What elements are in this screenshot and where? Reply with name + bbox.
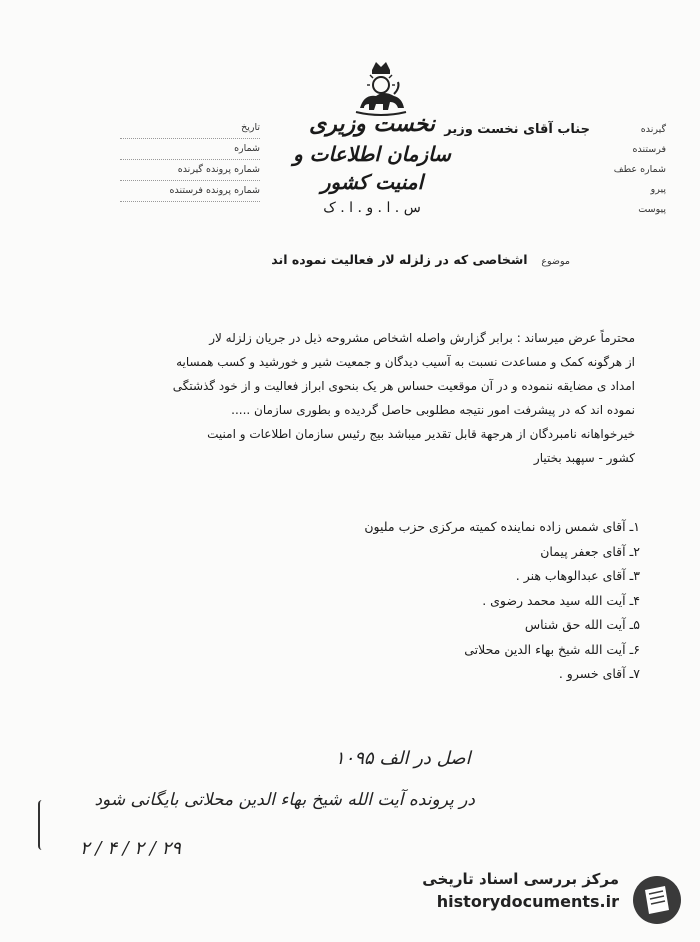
meta-follow-label: پیرو	[650, 184, 666, 195]
meta-reference-label: شماره عطف	[613, 164, 666, 175]
body-line: محترماً عرض میرساند : برابر گزارش واصله اشخاص مشروحه ذیل در جریان زلزله لار	[209, 331, 635, 345]
body-line: از هرگونه کمک و مساعدت نسبت به آسیب دیدگان و جمعیت شیر و خورشید و کسب همسایه	[176, 355, 635, 369]
watermark-url-text: historydocuments.ir	[436, 892, 619, 911]
letter-body	[50, 326, 635, 470]
subject-value: اشخاصی که در زلزله لار فعالیت نموده اند	[271, 252, 528, 267]
meta-recipient-label: گیرنده	[640, 124, 666, 135]
handwritten-reference: اصل در الف ۱۰۹۵	[335, 748, 471, 769]
list-item: ۷ـ آقای خسرو .	[558, 666, 640, 681]
list-item: ۶ـ آیت الله شیخ بهاء الدین محلاتی	[464, 641, 640, 657]
recipient-value: جناب آقای نخست وزیر	[444, 122, 590, 137]
meta-sender-file-label: شماره پرونده فرستنده	[120, 181, 260, 202]
list-item: ۳ـ آقای عبدالوهاب هنر .	[515, 568, 640, 583]
body-line: نموده اند که در پیشرفت امور نتیجه مطلوبی حاصل گردیده و بطوری سازمان .....	[231, 403, 635, 417]
meta-sender-label: فرستنده	[632, 144, 666, 155]
list-item: ۲ـ آقای جعفر پیمان	[540, 543, 640, 559]
letterhead-title: نخست وزیری	[309, 111, 435, 137]
subject-label: موضوع	[541, 256, 570, 267]
meta-fields-left	[120, 118, 260, 202]
subject-line	[180, 252, 570, 267]
names-list	[300, 515, 640, 687]
letterhead-organization: سازمان اطلاعات و امنیت کشور	[293, 142, 451, 194]
handwritten-note: در پرونده آیت الله شیخ بهاء الدین محلاتی بایگانی شود	[94, 790, 475, 810]
list-item: ۱ـ آقای شمس زاده نماینده کمیته مرکزی حزب ملیون	[364, 519, 640, 534]
meta-recipient-file-label: شماره پرونده گیرنده	[120, 160, 260, 181]
watermark-persian-text: مرکز بررسی اسناد تاریخی	[422, 870, 619, 888]
body-line: امداد ی مضایقه ننموده و در آن موقعیت حساس هر یک بنحوی ابراز فعالیت و از خود گذشتگی	[172, 379, 635, 393]
list-item: ۴ـ آیت الله سید محمد رضوی .	[482, 592, 640, 608]
body-line: خیرخواهانه نامبردگان از هرجهة قابل تقدیر میباشد بیج رئیس سازمان اطلاعات و امنیت	[207, 427, 635, 441]
archive-logo-icon	[631, 874, 683, 926]
meta-fields-right	[588, 120, 666, 220]
meta-number-label: شماره	[120, 139, 260, 160]
archive-watermark	[417, 870, 687, 928]
list-item: ۵ـ آیت الله حق شناس	[524, 617, 640, 632]
letterhead-abbreviation: س . ا . و . ا . ک	[323, 200, 421, 216]
meta-date-label: تاریخ	[120, 118, 260, 139]
meta-attachment-label: پیوست	[638, 204, 666, 215]
handwritten-date: ۲۹ / ۲ / ۴ / ۲	[80, 838, 181, 859]
margin-bracket-mark	[38, 800, 48, 850]
body-line: کشور - سپهبد بختیار	[533, 451, 635, 465]
